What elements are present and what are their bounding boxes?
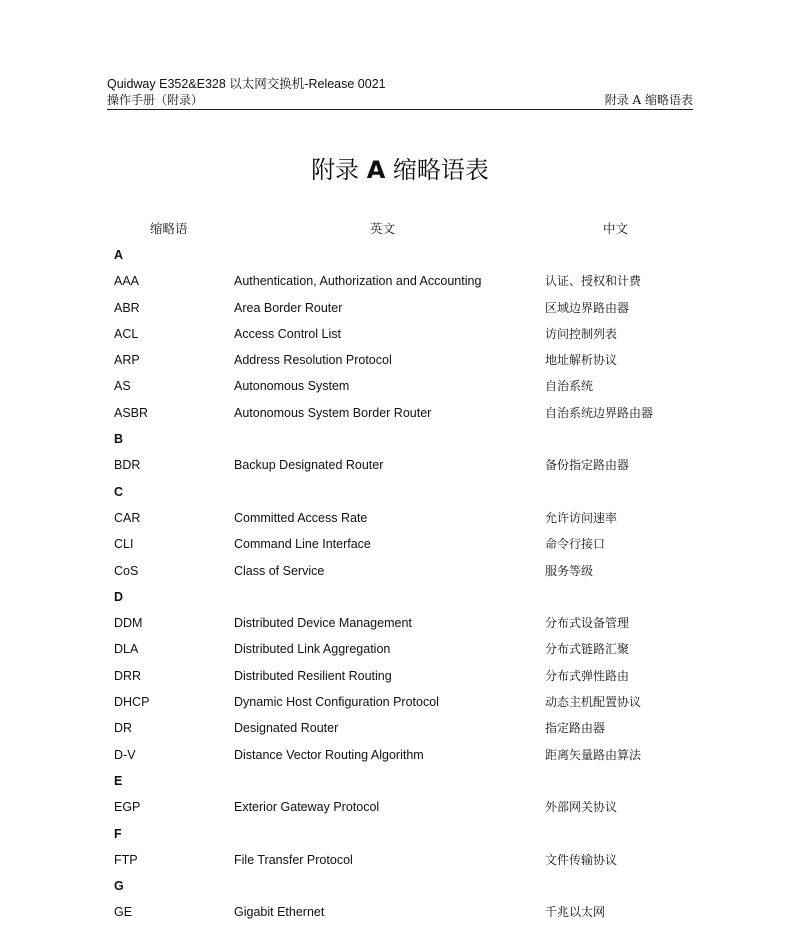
section-letter: C [114,484,124,499]
section-heading-row [0,425,800,451]
table-row [0,504,800,530]
table-row [0,741,800,767]
table-row [0,399,800,425]
abbreviation-cell: AS [114,379,131,394]
english-term-cell: Distributed Resilient Routing [234,668,392,683]
abbreviation-cell: ACL [114,326,139,341]
chinese-term-cell: 分布式链路汇聚 [545,642,630,657]
english-term-cell: Gigabit Ethernet [234,905,325,920]
section-heading-row [0,872,800,898]
title-prefix: 附录 [311,156,367,184]
table-row [0,609,800,635]
table-row [0,898,800,924]
chinese-term-cell: 指定路由器 [545,721,606,736]
english-term-cell: Distributed Device Management [234,616,412,631]
chinese-term-cell: 访问控制列表 [545,326,618,341]
header-manual-line: 操作手册（附录） [107,93,204,107]
english-term-cell: File Transfer Protocol [234,852,353,867]
page-title [0,154,800,186]
abbreviation-cell: AAA [114,274,140,289]
chinese-term-cell: 自治系统 [545,379,594,394]
abbreviation-cell: CoS [114,563,139,578]
english-term-cell: Command Line Interface [234,537,371,552]
chinese-term-cell: 动态主机配置协议 [545,695,642,710]
table-row [0,451,800,477]
abbreviation-cell: ASBR [114,405,149,420]
english-term-cell: Authentication, Authorization and Accounting [234,274,482,289]
chinese-term-cell: 外部网关协议 [545,800,618,815]
chinese-term-cell: 自治系统边界路由器 [545,405,654,420]
section-letter: B [114,432,124,447]
header-product-line: Quidway E352&E328 以太网交换机-Release 0021 [107,77,386,91]
english-term-cell: Address Resolution Protocol [234,353,392,368]
abbreviation-cell: ARP [114,353,140,368]
chinese-term-cell: 千兆以太网 [545,905,606,920]
chinese-term-cell: 区域边界路由器 [545,300,630,315]
chinese-term-cell: 服务等级 [545,563,594,578]
column-header-abbreviation: 缩略语 [150,222,188,236]
column-header-english: 英文 [370,222,396,236]
chinese-term-cell: 备份指定路由器 [545,458,630,473]
chinese-term-cell: 命令行接口 [545,537,606,552]
table-row [0,688,800,714]
section-heading-row [0,478,800,504]
abbreviation-cell: DRR [114,668,142,683]
abbreviation-cell: GE [114,905,133,920]
section-heading-row [0,820,800,846]
english-term-cell: Class of Service [234,563,325,578]
section-letter: D [114,589,124,604]
chinese-term-cell: 分布式设备管理 [545,616,630,631]
section-letter: G [114,879,124,894]
abbreviation-cell: D-V [114,747,136,762]
page-header [107,76,693,110]
section-heading-row [0,583,800,609]
english-term-cell: Autonomous System [234,379,350,394]
header-section-label: 附录 A 缩略语表 [604,93,693,107]
table-row [0,635,800,661]
table-row [0,530,800,556]
section-letter: E [114,773,123,788]
table-row [0,793,800,819]
english-term-cell: Backup Designated Router [234,458,384,473]
abbreviation-cell: ABR [114,300,140,315]
chinese-term-cell: 距离矢量路由算法 [545,747,642,762]
section-letter: A [114,248,124,262]
table-row [0,557,800,583]
chinese-term-cell: 地址解析协议 [545,353,618,368]
table-row [0,267,800,293]
english-term-cell: Distributed Link Aggregation [234,642,391,657]
abbreviation-cell: FTP [114,852,138,867]
table-row [0,346,800,372]
abbreviation-cell: DDM [114,616,143,631]
english-term-cell: Distance Vector Routing Algorithm [234,747,424,762]
abbreviation-cell: CLI [114,537,134,552]
english-term-cell: Autonomous System Border Router [234,405,432,420]
abbreviation-cell: DHCP [114,695,150,710]
table-row [0,320,800,346]
english-term-cell: Dynamic Host Configuration Protocol [234,695,439,710]
table-row [0,372,800,398]
abbreviation-cell: DR [114,721,133,736]
chinese-term-cell: 文件传输协议 [545,852,618,867]
section-heading-row [0,767,800,793]
abbreviation-cell: DLA [114,642,139,657]
table-row [0,294,800,320]
abbreviation-table [0,241,800,925]
table-row [0,846,800,872]
section-heading-row [0,241,800,267]
section-letter: F [114,826,122,841]
title-suffix: 缩略语表 [385,156,489,184]
english-term-cell: Exterior Gateway Protocol [234,800,380,815]
chinese-term-cell: 分布式弹性路由 [545,668,630,683]
chinese-term-cell: 允许访问速率 [545,510,618,525]
table-row [0,662,800,688]
chinese-term-cell: 认证、授权和计费 [545,274,642,289]
table-row [0,714,800,740]
abbreviation-cell: CAR [114,510,141,525]
english-term-cell: Access Control List [234,326,341,341]
column-header-chinese: 中文 [603,222,629,236]
english-term-cell: Designated Router [234,721,339,736]
title-letter: A [366,156,386,184]
abbreviation-cell: EGP [114,800,141,815]
english-term-cell: Area Border Router [234,300,343,315]
english-term-cell: Committed Access Rate [234,510,368,525]
abbreviation-cell: BDR [114,458,141,473]
